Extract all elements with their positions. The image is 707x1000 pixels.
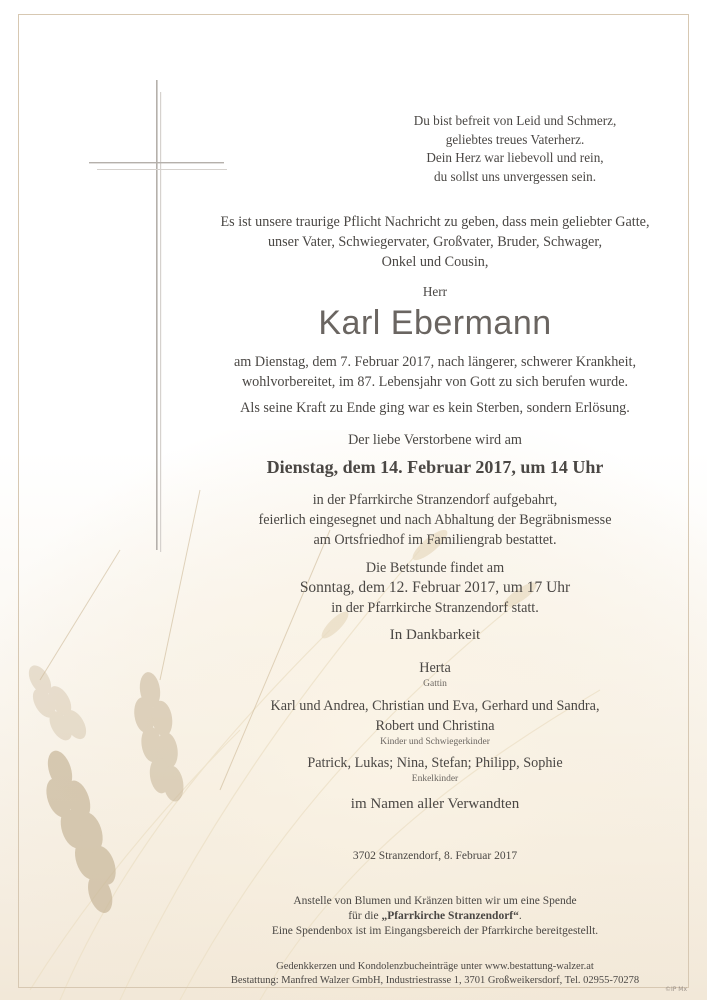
quote: Als seine Kraft zu Ende ging war es kein Sterben, sondern Erlösung. [240, 400, 630, 416]
prayer-line: Die Betstunde findet am [365, 560, 505, 576]
death-notice [150, 352, 707, 392]
grandchildren-role: Enkelkinder [411, 774, 459, 784]
prayer-line: in der Pfarrkirche Stranzendorf statt. [331, 600, 539, 616]
funeral-details-line: feierlich eingesegnet und nach Abhaltung der Begräbnismesse [258, 512, 612, 528]
children-line: Robert und Christina [375, 718, 495, 734]
donation-notice [150, 894, 707, 939]
footer-line: Gedenkkerzen und Kondolenzbucheinträge unter www.bestattung-walzer.at [276, 961, 594, 972]
spouse-role: Gattin [423, 679, 447, 689]
funeral-intro: Der liebe Verstorbene wird am [348, 432, 522, 448]
poem-line: geliebtes treues Vaterherz. [445, 131, 585, 147]
gratitude-heading: In Dankbarkeit [389, 627, 481, 643]
intro-line: unser Vater, Schwiegervater, Großvater, Bruder, Schwager, [267, 234, 603, 250]
footer [150, 960, 707, 988]
deceased-name: Karl Ebermann [318, 304, 552, 342]
footer-line: Bestattung: Manfred Walzer GmbH, Industriestrasse 1, 3701 Großweikersdorf, Tel. 02955-70278 [230, 975, 640, 986]
poem [370, 112, 660, 186]
poem-line: Dein Herz war liebevoll und rein, [426, 150, 604, 165]
donation-line: Anstelle von Blumen und Kränzen bitten wir um eine Spende [293, 895, 577, 907]
salutation: Herr [422, 284, 448, 299]
relatives-line: im Namen aller Verwandten [350, 796, 520, 812]
prayer-date: Sonntag, dem 12. Februar 2017, um 17 Uhr [299, 579, 571, 596]
death-notice-line: am Dienstag, dem 7. Februar 2017, nach längerer, schwerer Krankheit, [233, 354, 637, 370]
place-date: 3702 Stranzendorf, 8. Februar 2017 [352, 850, 518, 862]
donation-line: Eine Spendenbox ist im Eingangsbereich der Pfarrkirche bereitgestellt. [271, 925, 599, 937]
poem-line: du sollst uns unvergessen sein. [433, 168, 597, 184]
intro-line: Onkel und Cousin, [381, 254, 489, 270]
funeral-details-line: in der Pfarrkirche Stranzendorf aufgebahrt, [312, 492, 558, 508]
donation-prefix: für die [348, 910, 382, 922]
donation-suffix: . [518, 910, 522, 922]
children-role: Kinder und Schwiegerkinder [380, 737, 490, 747]
children-line: Karl und Andrea, Christian und Eva, Gerhard und Sandra, [270, 698, 600, 714]
intro-line: Es ist unsere traurige Pflicht Nachricht zu geben, dass mein geliebter Gatte, [220, 214, 650, 230]
print-stamp: ©IP Mx [665, 986, 688, 993]
donation-recipient: „Pfarrkirche Stranzendorf“ [381, 910, 519, 922]
spouse-name: Herta [419, 660, 451, 676]
grandchildren-line: Patrick, Lukas; Nina, Stefan; Philipp, Sophie [307, 755, 563, 771]
death-notice-line: wohlvorbereitet, im 87. Lebensjahr von Gott zu sich berufen wurde. [241, 374, 629, 390]
funeral-details-line: am Ortsfriedhof im Familiengrab bestattet. [313, 532, 557, 548]
funeral-date: Dienstag, dem 14. Februar 2017, um 14 Uhr [266, 457, 604, 477]
prayer-notice [150, 558, 707, 618]
mourners-list [150, 658, 707, 785]
intro-text [150, 212, 707, 272]
donation-line [150, 909, 707, 924]
poem-line: Du bist befreit von Leid und Schmerz, [413, 113, 617, 128]
funeral-details [150, 490, 707, 550]
